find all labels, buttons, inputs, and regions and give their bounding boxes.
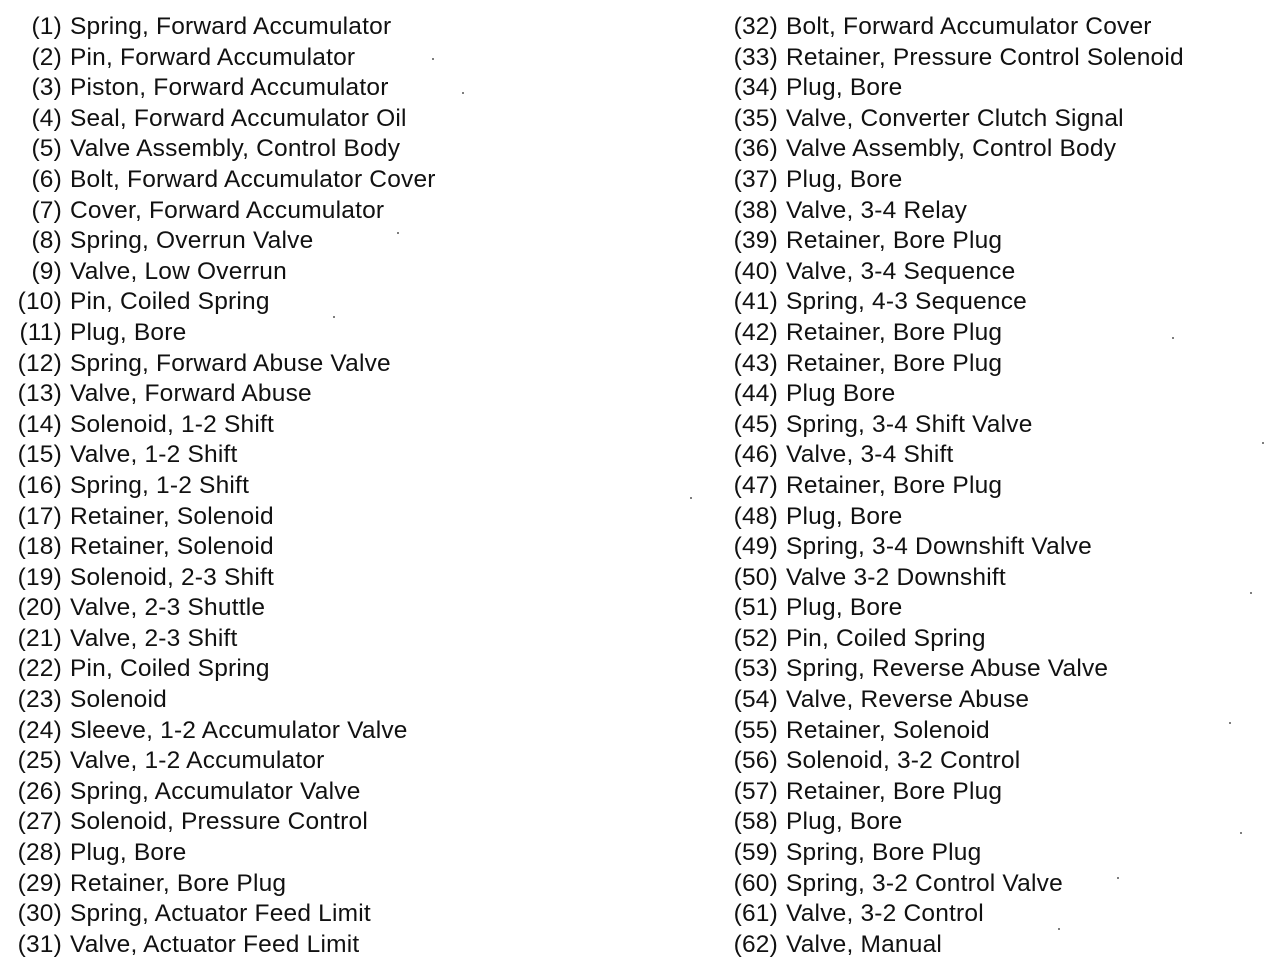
parts-list-item xyxy=(8,257,648,288)
parts-list-item xyxy=(724,838,1280,869)
part-description: Pin, Coiled Spring xyxy=(786,624,986,652)
parts-column-left xyxy=(8,12,648,960)
part-number: (46) xyxy=(733,441,778,469)
parts-list-item xyxy=(8,349,648,380)
part-number: (16) xyxy=(17,471,62,499)
part-number: (55) xyxy=(733,716,778,744)
parts-list-item xyxy=(724,349,1280,380)
part-description: Retainer, Solenoid xyxy=(70,533,274,561)
part-number: (38) xyxy=(733,196,778,224)
part-number: (22) xyxy=(17,655,62,683)
part-description: Valve, 1-2 Accumulator xyxy=(70,747,325,775)
part-description: Valve, Manual xyxy=(786,930,943,958)
part-number: (33) xyxy=(733,43,778,71)
part-description: Valve, 3-4 Relay xyxy=(786,196,968,224)
part-description: Valve, 3-2 Control xyxy=(786,900,984,928)
parts-list-item xyxy=(724,563,1280,594)
part-number: (8) xyxy=(31,227,62,255)
part-description: Plug, Bore xyxy=(70,318,187,346)
part-number: (59) xyxy=(733,839,778,867)
parts-list-item xyxy=(724,685,1280,716)
part-number: (57) xyxy=(733,777,778,805)
parts-list-item xyxy=(8,287,648,318)
parts-list-item xyxy=(8,471,648,502)
parts-list-item xyxy=(8,869,648,900)
part-description: Spring, 3-4 Downshift Valve xyxy=(786,533,1092,561)
parts-list-item xyxy=(8,165,648,196)
scan-speck xyxy=(1262,442,1264,444)
parts-list-item xyxy=(724,257,1280,288)
part-number: (12) xyxy=(17,349,62,377)
parts-list-item xyxy=(724,12,1280,43)
part-number: (24) xyxy=(17,716,62,744)
parts-list-item xyxy=(724,134,1280,165)
parts-list-item xyxy=(8,685,648,716)
parts-list-item xyxy=(8,104,648,135)
parts-list-item xyxy=(724,471,1280,502)
part-number: (5) xyxy=(31,135,62,163)
part-description: Plug, Bore xyxy=(786,502,903,530)
parts-list-item xyxy=(724,899,1280,930)
part-number: (48) xyxy=(733,502,778,530)
part-number: (37) xyxy=(733,165,778,193)
part-description: Spring, Bore Plug xyxy=(786,839,982,867)
parts-list-item xyxy=(8,654,648,685)
part-description: Solenoid, 3-2 Control xyxy=(786,747,1021,775)
parts-list-item xyxy=(8,899,648,930)
parts-list-item xyxy=(724,440,1280,471)
part-description: Valve 3-2 Downshift xyxy=(786,563,1006,591)
part-description: Valve, Forward Abuse xyxy=(70,380,312,408)
part-number: (45) xyxy=(733,410,778,438)
part-number: (15) xyxy=(17,441,62,469)
part-description: Spring, Forward Accumulator xyxy=(70,13,392,40)
part-number: (62) xyxy=(733,930,778,958)
part-number: (51) xyxy=(733,594,778,622)
parts-list-item xyxy=(8,196,648,227)
scan-speck xyxy=(397,232,399,234)
part-description: Pin, Coiled Spring xyxy=(70,288,270,316)
parts-list-item xyxy=(8,410,648,441)
parts-list-item xyxy=(724,807,1280,838)
part-description: Solenoid, 2-3 Shift xyxy=(70,563,275,591)
part-number: (41) xyxy=(733,288,778,316)
parts-list-item xyxy=(8,226,648,257)
parts-list-item xyxy=(724,593,1280,624)
part-number: (58) xyxy=(733,808,778,836)
parts-list-item xyxy=(724,165,1280,196)
parts-list-item xyxy=(8,716,648,747)
part-number: (17) xyxy=(17,502,62,530)
parts-list-item xyxy=(8,563,648,594)
part-number: (11) xyxy=(19,318,62,346)
parts-list-item xyxy=(8,440,648,471)
part-number: (3) xyxy=(31,74,62,102)
part-description: Retainer, Pressure Control Solenoid xyxy=(786,43,1184,71)
part-description: Piston, Forward Accumulator xyxy=(70,74,389,102)
part-number: (2) xyxy=(31,43,62,71)
part-description: Valve, Converter Clutch Signal xyxy=(786,104,1124,132)
part-description: Retainer, Bore Plug xyxy=(786,471,1003,499)
scan-speck xyxy=(690,497,692,499)
part-description: Retainer, Bore Plug xyxy=(786,318,1003,346)
scan-speck xyxy=(1250,592,1252,594)
parts-list-item xyxy=(8,930,648,961)
part-description: Plug, Bore xyxy=(70,839,187,867)
scan-speck xyxy=(1117,877,1119,879)
part-number: (61) xyxy=(733,900,778,928)
scan-speck xyxy=(1058,928,1060,930)
parts-list-item xyxy=(724,930,1280,961)
part-description: Valve, 3-4 Shift xyxy=(786,441,954,469)
part-number: (21) xyxy=(17,624,62,652)
part-description: Retainer, Solenoid xyxy=(786,716,990,744)
part-number: (28) xyxy=(17,839,62,867)
part-number: (32) xyxy=(733,13,778,40)
part-number: (49) xyxy=(733,533,778,561)
part-number: (29) xyxy=(17,869,62,897)
part-description: Spring, Overrun Valve xyxy=(70,227,314,255)
parts-list-item xyxy=(724,532,1280,563)
scan-speck xyxy=(1240,832,1242,834)
part-number: (26) xyxy=(17,777,62,805)
part-description: Spring, 3-4 Shift Valve xyxy=(786,410,1033,438)
part-description: Retainer, Bore Plug xyxy=(70,869,287,897)
part-description: Plug, Bore xyxy=(786,594,903,622)
part-description: Solenoid, Pressure Control xyxy=(70,808,368,836)
parts-list-item xyxy=(8,43,648,74)
part-number: (50) xyxy=(733,563,778,591)
part-description: Spring, Forward Abuse Valve xyxy=(70,349,391,377)
part-number: (60) xyxy=(733,869,778,897)
part-description: Pin, Coiled Spring xyxy=(70,655,270,683)
part-description: Valve, Reverse Abuse xyxy=(786,686,1030,714)
parts-list-item xyxy=(8,134,648,165)
parts-legend xyxy=(0,12,1280,962)
part-description: Spring, Reverse Abuse Valve xyxy=(786,655,1109,683)
parts-list-item xyxy=(8,12,648,43)
parts-list-item xyxy=(8,838,648,869)
part-number: (52) xyxy=(733,624,778,652)
parts-list-item xyxy=(724,654,1280,685)
parts-list-item xyxy=(724,104,1280,135)
parts-list-item xyxy=(8,593,648,624)
part-description: Seal, Forward Accumulator Oil xyxy=(70,104,407,132)
part-description: Retainer, Bore Plug xyxy=(786,777,1003,805)
part-description: Valve, 3-4 Sequence xyxy=(786,257,1016,285)
parts-list-item xyxy=(8,624,648,655)
scan-speck xyxy=(1172,337,1174,339)
parts-list-item xyxy=(724,746,1280,777)
part-number: (35) xyxy=(733,104,778,132)
parts-list-item xyxy=(724,410,1280,441)
part-number: (20) xyxy=(17,594,62,622)
parts-list-item xyxy=(8,807,648,838)
part-description: Bolt, Forward Accumulator Cover xyxy=(786,13,1152,40)
parts-list-item xyxy=(724,379,1280,410)
parts-list-item xyxy=(8,502,648,533)
part-description: Pin, Forward Accumulator xyxy=(70,43,356,71)
parts-list-item xyxy=(724,73,1280,104)
parts-list-item xyxy=(724,716,1280,747)
parts-list-item xyxy=(724,777,1280,808)
part-number: (56) xyxy=(733,747,778,775)
part-number: (10) xyxy=(17,288,62,316)
part-number: (54) xyxy=(733,686,778,714)
parts-list-item xyxy=(724,196,1280,227)
part-description: Valve, Low Overrun xyxy=(70,257,287,285)
part-description: Spring, 1-2 Shift xyxy=(70,471,250,499)
part-number: (44) xyxy=(733,380,778,408)
parts-list-item xyxy=(724,318,1280,349)
part-number: (27) xyxy=(17,808,62,836)
part-description: Plug Bore xyxy=(786,380,896,408)
scan-speck xyxy=(432,58,434,60)
part-description: Retainer, Bore Plug xyxy=(786,349,1003,377)
part-number: (30) xyxy=(17,900,62,928)
part-description: Plug, Bore xyxy=(786,165,903,193)
part-number: (34) xyxy=(733,74,778,102)
part-description: Solenoid xyxy=(70,686,167,714)
part-description: Retainer, Solenoid xyxy=(70,502,274,530)
part-number: (36) xyxy=(733,135,778,163)
part-number: (23) xyxy=(17,686,62,714)
part-number: (31) xyxy=(17,930,62,958)
part-description: Sleeve, 1-2 Accumulator Valve xyxy=(70,716,408,744)
part-description: Valve, 2-3 Shuttle xyxy=(70,594,266,622)
parts-list-item xyxy=(724,226,1280,257)
part-description: Valve, Actuator Feed Limit xyxy=(70,930,360,958)
part-description: Spring, 3-2 Control Valve xyxy=(786,869,1063,897)
scan-speck xyxy=(1229,722,1231,724)
parts-list-item xyxy=(8,532,648,563)
part-number: (9) xyxy=(31,257,62,285)
parts-list-item xyxy=(724,287,1280,318)
part-description: Spring, Actuator Feed Limit xyxy=(70,900,371,928)
part-number: (25) xyxy=(17,747,62,775)
part-number: (1) xyxy=(31,13,62,40)
part-description: Valve Assembly, Control Body xyxy=(70,135,401,163)
part-number: (39) xyxy=(733,227,778,255)
part-number: (42) xyxy=(733,318,778,346)
part-description: Bolt, Forward Accumulator Cover xyxy=(70,165,436,193)
parts-list-item xyxy=(724,869,1280,900)
parts-list-item xyxy=(724,502,1280,533)
part-number: (53) xyxy=(733,655,778,683)
part-number: (14) xyxy=(17,410,62,438)
parts-column-right xyxy=(724,12,1280,960)
part-description: Plug, Bore xyxy=(786,74,903,102)
part-number: (18) xyxy=(17,533,62,561)
parts-list-item xyxy=(8,379,648,410)
part-description: Retainer, Bore Plug xyxy=(786,227,1003,255)
part-description: Cover, Forward Accumulator xyxy=(70,196,385,224)
parts-list-item xyxy=(8,318,648,349)
part-number: (6) xyxy=(31,165,62,193)
scan-speck xyxy=(333,316,335,318)
part-description: Plug, Bore xyxy=(786,808,903,836)
scan-speck xyxy=(462,92,464,94)
part-description: Valve, 1-2 Shift xyxy=(70,441,238,469)
parts-list-item xyxy=(8,73,648,104)
part-number: (7) xyxy=(31,196,62,224)
part-number: (43) xyxy=(733,349,778,377)
part-description: Valve Assembly, Control Body xyxy=(786,135,1117,163)
parts-list-item xyxy=(724,43,1280,74)
part-number: (13) xyxy=(17,380,62,408)
parts-list-item xyxy=(8,777,648,808)
part-number: (4) xyxy=(31,104,62,132)
part-number: (47) xyxy=(733,471,778,499)
part-description: Valve, 2-3 Shift xyxy=(70,624,238,652)
parts-list-item xyxy=(8,746,648,777)
parts-list-item xyxy=(724,624,1280,655)
part-description: Solenoid, 1-2 Shift xyxy=(70,410,275,438)
part-number: (19) xyxy=(17,563,62,591)
part-description: Spring, Accumulator Valve xyxy=(70,777,361,805)
part-number: (40) xyxy=(733,257,778,285)
part-description: Spring, 4-3 Sequence xyxy=(786,288,1027,316)
